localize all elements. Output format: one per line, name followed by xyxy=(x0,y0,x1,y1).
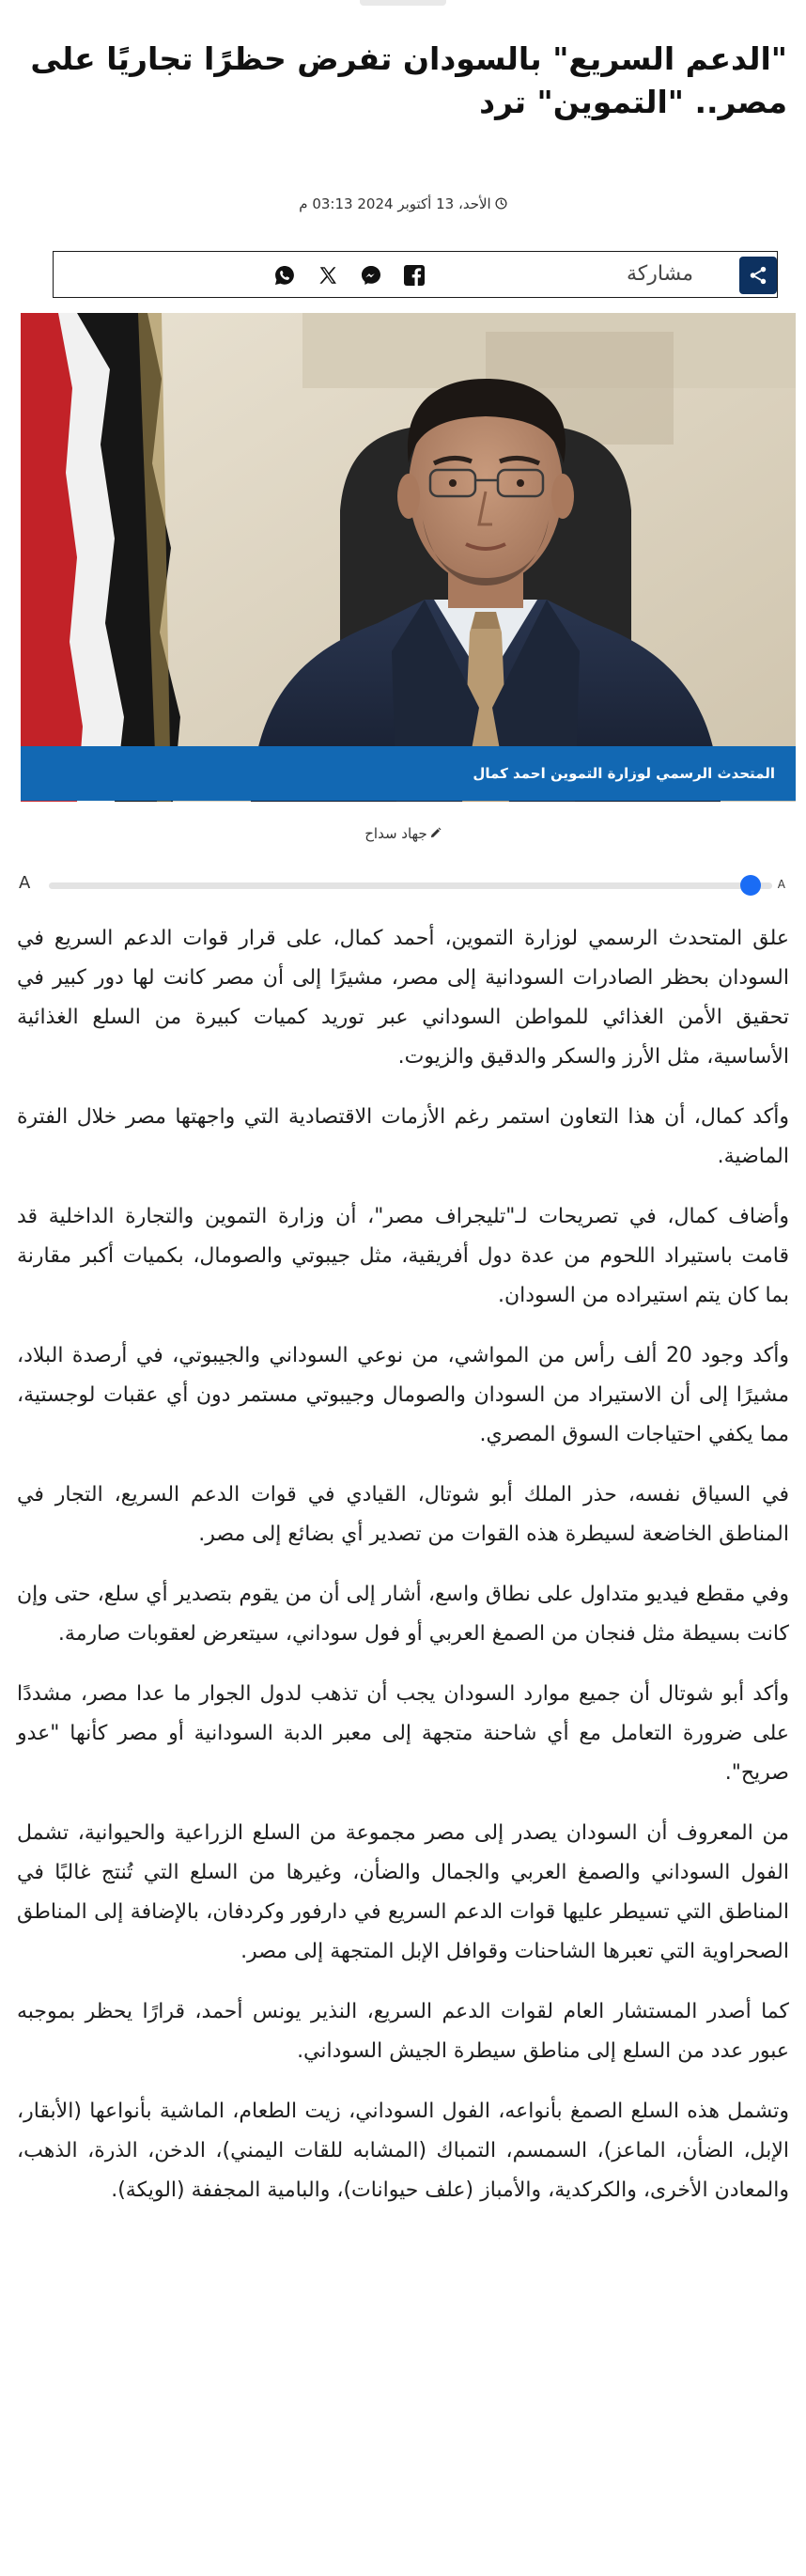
x-icon[interactable] xyxy=(316,263,340,288)
paragraph: من المعروف أن السودان يصدر إلى مصر مجموعة من السلع الزراعية والحيوانية، تشمل الفول السوداني والصمغ العربي والجمال والضأن، وغيرها من السلع التي تُنتج غالبًا في المناطق التي تسيطر عليها قوات الدعم السريع في دارفور وكردفان، بالإضافة إلى المناطق الصحراوية التي تعبرها الشاحنات وقوافل الإبل المتجهة إلى مصر. xyxy=(17,1821,789,1963)
paragraph: وتشمل هذه السلع الصمغ بأنواعه، الفول السوداني، زيت الطعام، الماشية بأنواعها (الأبقار، الإبل، الضأن، الماعز)، السمسم، التمباك (المشابه للقات اليمني)، الدخن، الذرة، الذهب، والمعادن الأخرى، والكركدية، والأمباز (علف حيوانات)، والبامية المجففة (الويكة). xyxy=(17,2100,789,2202)
paragraph: وأكد أبو شوتال أن جميع موارد السودان يجب أن تذهب لدول الجوار ما عدا مصر، مشددًا على ضرورة التعامل مع أي شاحنة متجهة إلى معبر الدبة السودانية أو مصر كأنها "عدو صريح". xyxy=(17,1682,789,1785)
top-tab-handle xyxy=(360,0,446,6)
paragraph: وأكد كمال، أن هذا التعاون استمر رغم الأزمات الاقتصادية التي واجهتها مصر خلال الفترة الماضية. xyxy=(17,1105,789,1168)
article-photo xyxy=(21,313,796,802)
pencil-icon xyxy=(429,827,442,839)
font-size-small-label: A xyxy=(777,878,785,891)
paragraph: وفي مقطع فيديو متداول على نطاق واسع، أشار إلى أن من يقوم بتصدير أي سلع، حتى وإن كانت بسيطة مثل فنجان من الصمغ العربي أو فول سوداني، سيتعرض لعقوبات صارمة. xyxy=(17,1583,789,1646)
photo-caption: المتحدث الرسمي لوزارة التموين احمد كمال xyxy=(21,746,796,801)
paragraph: علق المتحدث الرسمي لوزارة التموين، أحمد كمال، على قرار قوات الدعم السريع في السودان بحظر الصادرات السودانية إلى مصر، مشيرًا إلى أن مصر كانت لها دور كبير في تحقيق الأمن الغذائي للمواطن السوداني عبر توريد كميات كبيرة من السلع الغذائية الأساسية، مثل الأرز والسكر والدقيق والزيوت. xyxy=(17,927,789,1069)
paragraph: في السياق نفسه، حذر الملك أبو شوتال، القيادي في قوات الدعم السريع، التجار في المناطق الخاضعة لسيطرة هذه القوات من تصدير أي بضائع إلى مصر. xyxy=(17,1483,789,1546)
publish-date-text: الأحد، 13 أكتوبر 2024 03:13 م xyxy=(299,195,491,212)
clock-icon xyxy=(495,195,507,212)
font-size-large-label: A xyxy=(19,873,31,893)
whatsapp-icon[interactable] xyxy=(272,263,297,288)
author-line xyxy=(0,825,806,842)
article-headline: "الدعم السريع" بالسودان تفرض حظرًا تجاريًا على مصر.. "التموين" ترد xyxy=(30,40,787,120)
messenger-icon[interactable] xyxy=(359,263,383,288)
publish-date xyxy=(0,195,806,212)
share-label: مشاركة xyxy=(626,262,693,286)
font-size-slider[interactable] xyxy=(17,872,789,898)
paragraph: وأكد وجود 20 ألف رأس من المواشي، من نوعي السوداني والجيبوتي، في أرصدة البلاد، مشيرًا إلى أن الاستيراد من السودان والصومال وجيبوتي مستمر دون أي عقبات لوجستية، مما يكفي احتياجات السوق المصري. xyxy=(17,1344,789,1446)
slider-thumb[interactable] xyxy=(740,875,761,896)
slider-track[interactable] xyxy=(49,882,772,889)
paragraph: وأضاف كمال، في تصريحات لـ"تليجراف مصر"، أن وزارة التموين والتجارة الداخلية قد قامت باستيراد اللحوم من عدة دول أفريقية، مثل جيبوتي والصومال، بكميات أكبر مقارنة بما كان يتم استيراده من السودان. xyxy=(17,1205,789,1307)
paragraph: كما أصدر المستشار العام لقوات الدعم السريع، النذير يونس أحمد، قرارًا يحظر بموجبه عبور عدد من السلع إلى مناطق سيطرة الجيش السوداني. xyxy=(17,2000,789,2063)
facebook-icon[interactable] xyxy=(402,263,426,288)
author-name[interactable]: جهاد سداح xyxy=(364,825,427,842)
share-icon[interactable] xyxy=(739,257,777,294)
spokesperson-portrait xyxy=(21,313,796,802)
article-body xyxy=(17,919,789,2231)
